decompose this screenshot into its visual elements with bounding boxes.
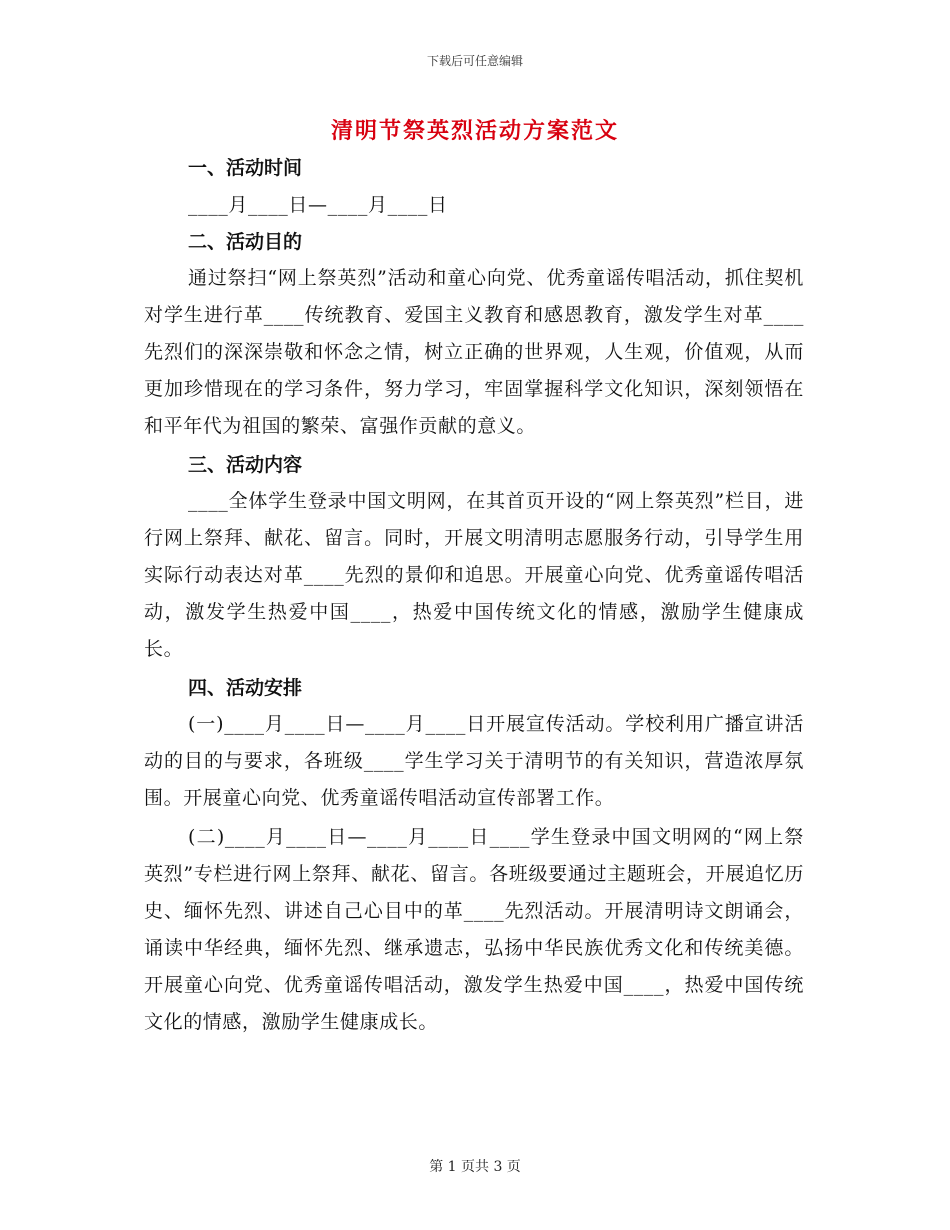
arrangement-paragraph-2: (二)____月____日—____月____日____学生登录中国文明网的“网上祭英烈”专栏进行网上祭拜、献花、留言。各班级要通过主题班会，开展追忆历史、缅怀先烈、讲述自己心目中的革____先烈活动。开展清明诗文朗诵会，诵读中华经典，缅怀先烈、继承遗志，弘扬中华民族优秀文化和传统美德。开展童心向党、优秀童谣传唱活动，激发学生热爱中国____，热爱中国传统文化的情感，激励学生健康成长。 <box>144 826 804 1033</box>
page-footer: 第 1 页共 3 页 <box>429 1159 521 1175</box>
document-body <box>144 150 804 1043</box>
purpose-paragraph: 通过祭扫“网上祭英烈”活动和童心向党、优秀童谣传唱活动，抓住契机对学生进行革____传统教育、爱国主义教育和感恩教育，激发学生对革____先烈们的深深崇敬和怀念之情，树立正确的世界观，人生观，价值观，从而更加珍惜现在的学习条件，努力学习，牢固掌握科学文化知识，深刻领悟在和平年代为祖国的繁荣、富强作贡献的意义。 <box>144 267 804 437</box>
activity-time-dateline: ____月____日—____月____日 <box>188 194 448 216</box>
document-title: 清明节祭英烈活动方案范文 <box>330 118 619 144</box>
section-heading-content: 三、活动内容 <box>188 454 303 476</box>
section-heading-purpose: 二、活动目的 <box>188 231 303 253</box>
page-header: 下载后可任意编辑 <box>426 54 523 68</box>
content-paragraph: ____全体学生登录中国文明网，在其首页开设的“网上祭英烈”栏目，进行网上祭拜、献花、留言。同时，开展文明清明志愿服务行动，引导学生用实际行动表达对革____先烈的景仰和追思。开展童心向党、优秀童谣传唱活动，激发学生热爱中国____，热爱中国传统文化的情感，激励学生健康成长。 <box>144 490 804 660</box>
arrangement-paragraph-1: (一)____月____日—____月____日开展宣传活动。学校利用广播宣讲活动的目的与要求，各班级____学生学习关于清明节的有关知识，营造浓厚氛围。开展童心向党、优秀童谣传唱活动宣传部署工作。 <box>144 713 804 809</box>
section-heading-time: 一、活动时间 <box>188 157 303 179</box>
section-heading-arrangement: 四、活动安排 <box>188 677 303 699</box>
